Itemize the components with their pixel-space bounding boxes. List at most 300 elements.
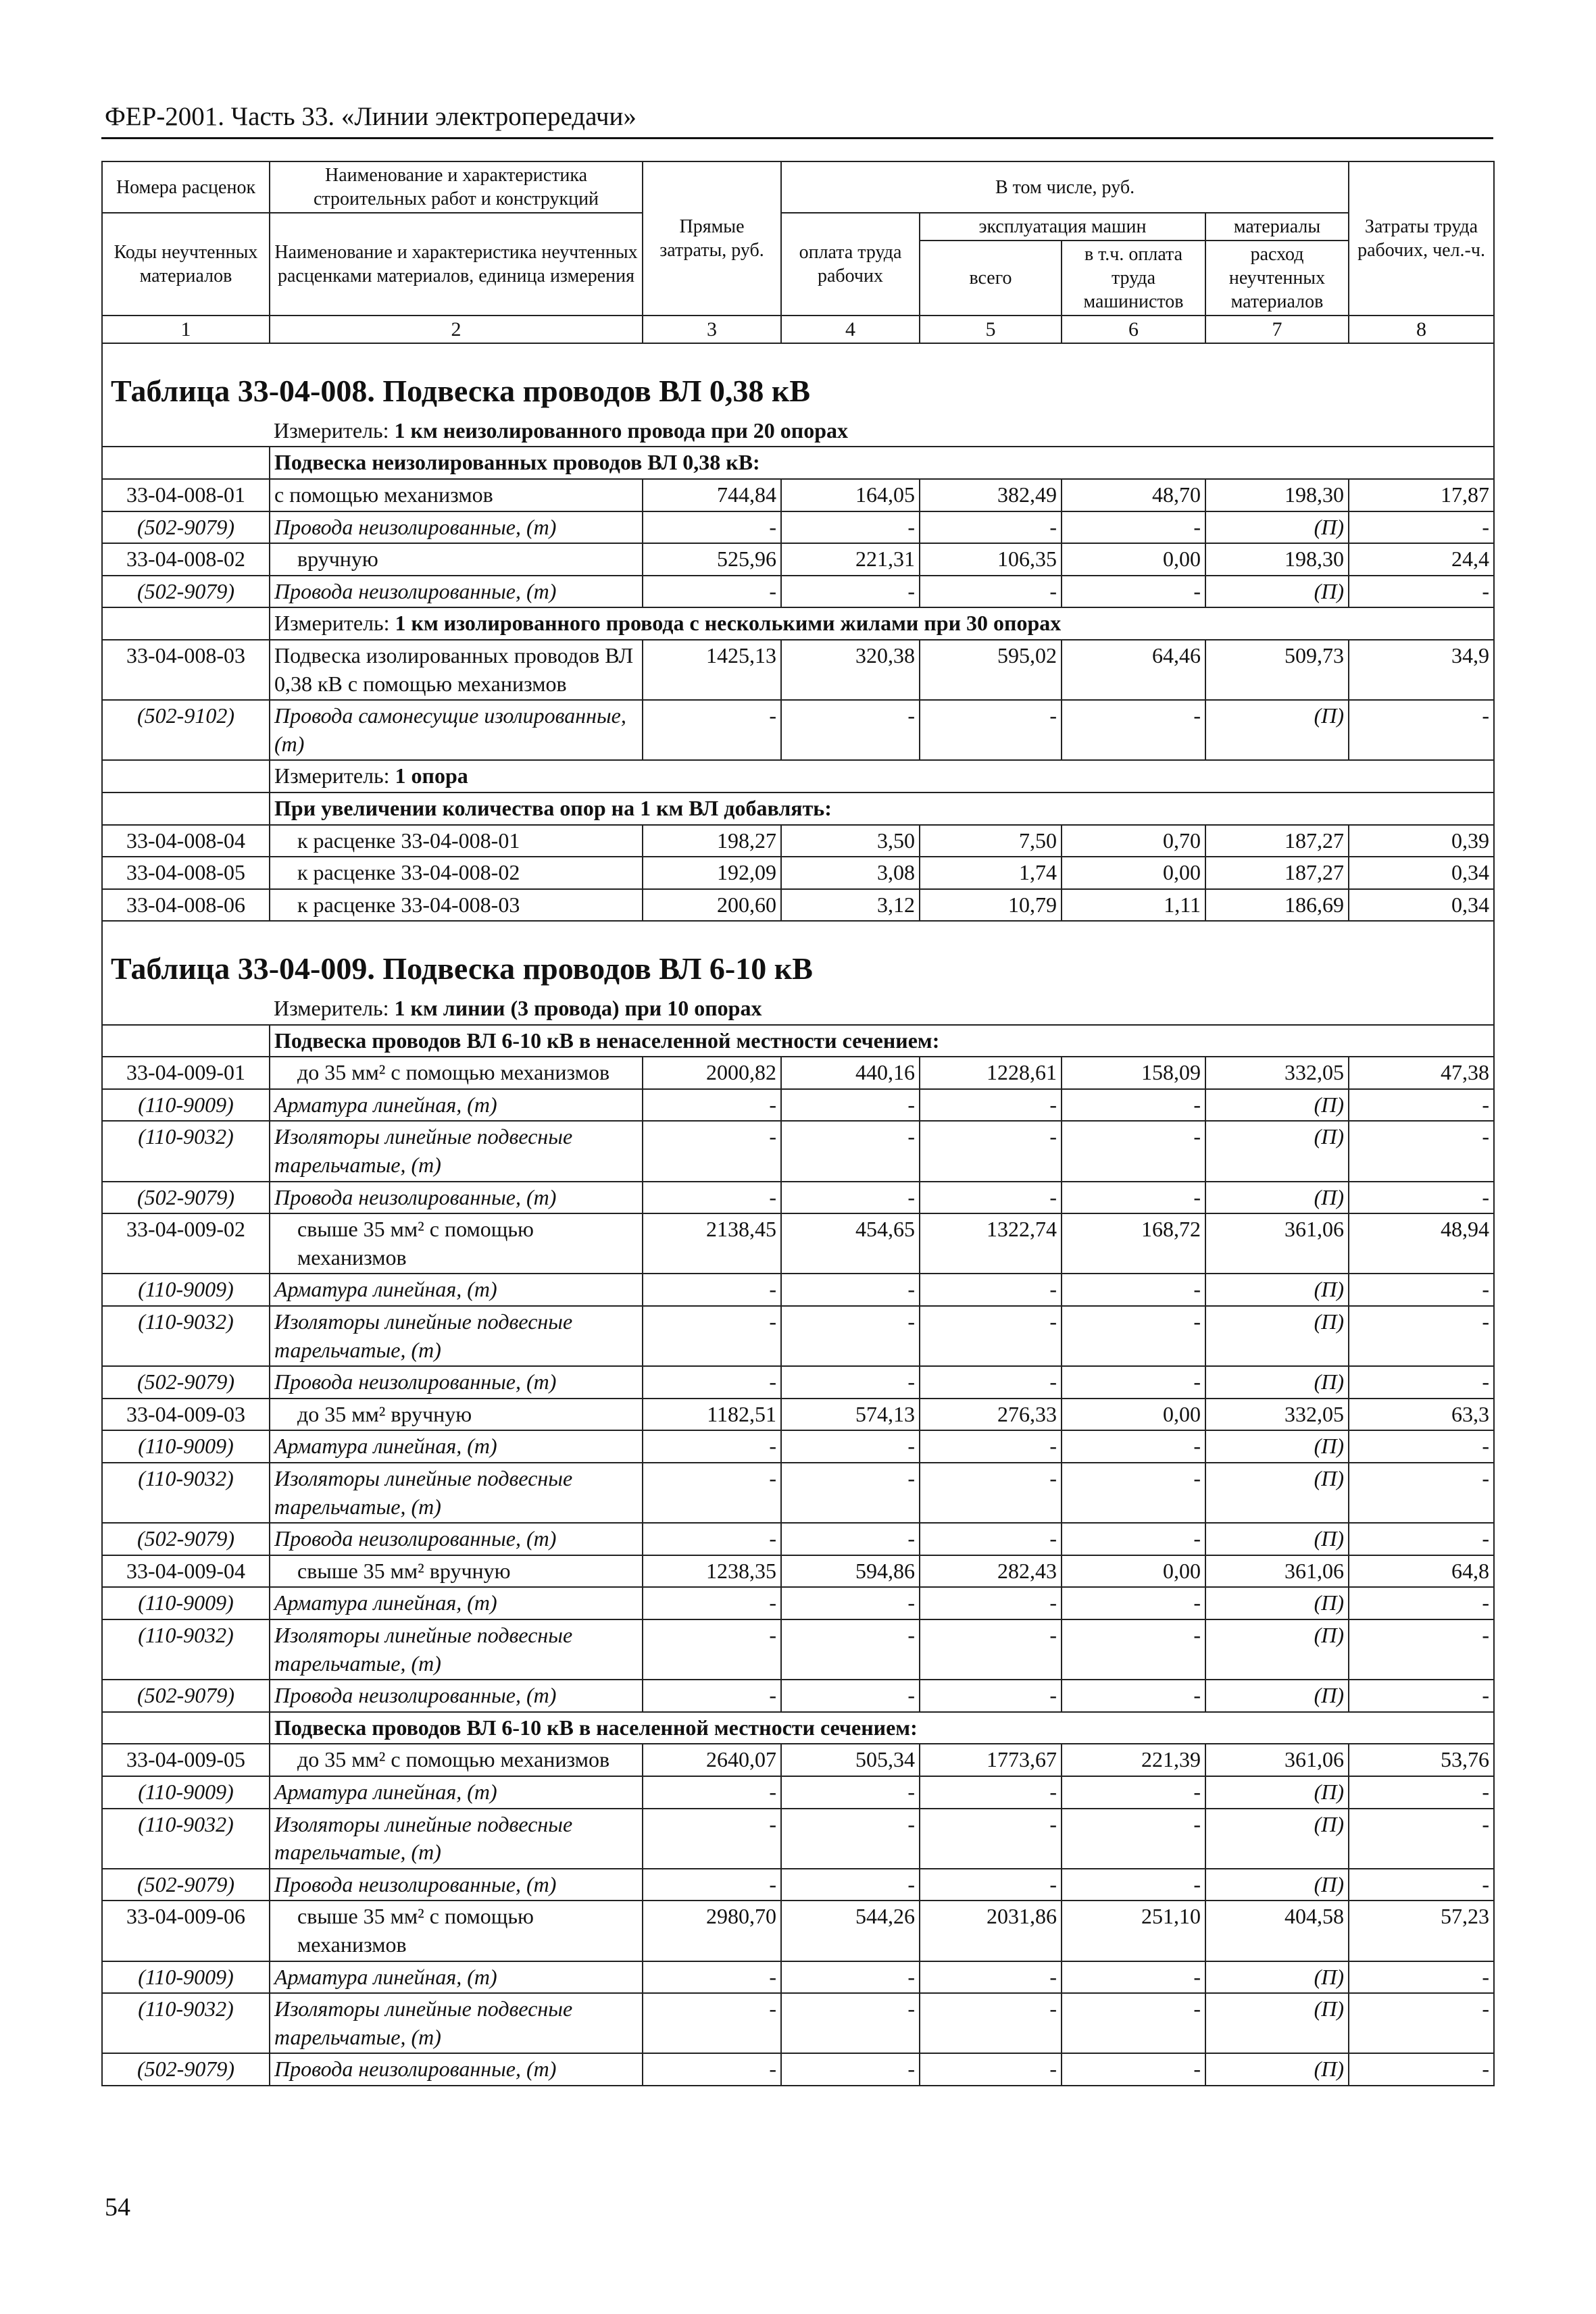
section-title: Подвеска проводов ВЛ 6-10 кВ в ненаселенной местности сечением: [270,1025,1494,1057]
cell: (П) [1205,1619,1349,1680]
cell: - [920,1121,1062,1181]
table-title: Таблица 33-04-008. Подвеска проводов ВЛ 0,38 кВ [102,343,1494,416]
cell: - [1062,1463,1205,1523]
cell: 3,50 [781,825,920,857]
cell: - [643,1430,781,1463]
cell: (П) [1205,1809,1349,1869]
cell: - [781,576,920,608]
cell: (П) [1205,700,1349,760]
material-name: Изоляторы линейные подвесные тарельчатые, (т) [270,1306,643,1366]
col-num: 5 [920,316,1062,343]
cell: - [643,1993,781,2053]
rate-code: 33-04-009-06 [102,1901,270,1961]
material-code: (110-9009) [102,1274,270,1306]
rate-name: к расценке 33-04-008-02 [270,857,643,889]
col-num: 6 [1062,316,1205,343]
cell: - [781,1869,920,1901]
cell: 187,27 [1205,857,1349,889]
col6-header: в т.ч. оплата труда машинистов [1062,241,1205,316]
cell: - [1062,1869,1205,1901]
cell: 64,8 [1349,1555,1494,1588]
cell: - [1349,1366,1494,1399]
col4-header: оплата труда рабочих [781,213,920,316]
table-body-inhabited [102,1744,1494,2086]
cell: - [1062,1961,1205,1994]
cell: - [1062,1430,1205,1463]
cell: 320,38 [781,640,920,700]
cell: 361,06 [1205,1744,1349,1776]
cell: 440,16 [781,1057,920,1089]
cell: 1228,61 [920,1057,1062,1089]
material-code: (502-9102) [102,700,270,760]
cell: - [1349,1089,1494,1122]
cell: 0,00 [1062,1555,1205,1588]
cell: 0,34 [1349,889,1494,922]
cell: 48,94 [1349,1213,1494,1274]
rate-name: до 35 мм² вручную [270,1399,643,1431]
cell: - [643,1463,781,1523]
cell: 192,09 [643,857,781,889]
cell: - [1349,1121,1494,1181]
cell: 164,05 [781,479,920,511]
cell: - [1349,1961,1494,1994]
cell: 544,26 [781,1901,920,1961]
cell: - [920,576,1062,608]
measure-label: Измеритель: [274,763,395,788]
cell: - [920,1366,1062,1399]
table-row [102,1366,1494,1399]
rate-name: к расценке 33-04-008-01 [270,825,643,857]
measure-row [102,760,1494,793]
table-row [102,2053,1494,2086]
page-header: ФЕР-2001. Часть 33. «Линии электропередачи» [105,102,637,131]
cell: - [781,700,920,760]
material-name: Провода неизолированные, (т) [270,576,643,608]
rate-code: 33-04-009-02 [102,1213,270,1274]
material-name: Изоляторы линейные подвесные тарельчатые, (т) [270,1619,643,1680]
cell: 0,00 [1062,857,1205,889]
cell: 24,4 [1349,543,1494,576]
cell: 744,84 [643,479,781,511]
rate-name: свыше 35 мм² с помощью механизмов [270,1901,643,1961]
col-num: 7 [1205,316,1349,343]
material-name: Изоляторы линейные подвесные тарельчатые, (т) [270,1121,643,1181]
table-row [102,1680,1494,1712]
cell: 47,38 [1349,1057,1494,1089]
cell: (П) [1205,1089,1349,1122]
cell: - [781,1366,920,1399]
cell: - [781,511,920,544]
header-row-1 [102,161,1494,213]
cell: 505,34 [781,1744,920,1776]
cell: (П) [1205,1306,1349,1366]
cell: (П) [1205,1430,1349,1463]
cell: - [920,700,1062,760]
cell: 574,13 [781,1399,920,1431]
material-code: (110-9009) [102,1776,270,1809]
material-code: (110-9032) [102,1809,270,1869]
rate-code: 33-04-008-01 [102,479,270,511]
cell: - [920,1306,1062,1366]
col-num: 3 [643,316,781,343]
cell: 221,39 [1062,1744,1205,1776]
cell: - [643,1306,781,1366]
rate-code: 33-04-009-01 [102,1057,270,1089]
cell: 1425,13 [643,640,781,700]
cell: 0,70 [1062,825,1205,857]
cell: 0,00 [1062,1399,1205,1431]
cell: - [1349,1430,1494,1463]
cell: (П) [1205,1523,1349,1555]
cell: 17,87 [1349,479,1494,511]
cell: - [781,1961,920,1994]
table-row [102,511,1494,544]
rate-code: 33-04-009-03 [102,1399,270,1431]
table-row [102,889,1494,922]
material-code: (502-9079) [102,1366,270,1399]
cell: - [920,1430,1062,1463]
table-row [102,1213,1494,1274]
table-title-row [102,343,1494,416]
rate-name: с помощью механизмов [270,479,643,511]
cell: - [781,1463,920,1523]
col1-header-top: Номера расценок [102,161,270,213]
cell: - [1349,511,1494,544]
cell: 1,11 [1062,889,1205,922]
cell: - [643,1619,781,1680]
table-row [102,1901,1494,1961]
section-row [102,447,1494,479]
cell: - [920,1619,1062,1680]
cell: 48,70 [1062,479,1205,511]
measure-label: Измеритель: [274,996,395,1021]
rate-name: до 35 мм² с помощью механизмов [270,1744,643,1776]
cell: 282,43 [920,1555,1062,1588]
cell: (П) [1205,1121,1349,1181]
material-name: Изоляторы линейные подвесные тарельчатые, (т) [270,1463,643,1523]
cell: - [920,1587,1062,1619]
table-row [102,1430,1494,1463]
cell: - [643,1089,781,1122]
cell: (П) [1205,1869,1349,1901]
cell: 276,33 [920,1399,1062,1431]
material-code: (110-9009) [102,1430,270,1463]
cell: 1238,35 [643,1555,781,1588]
cell: - [1062,1680,1205,1712]
table-row [102,1809,1494,1869]
cell: - [1062,1121,1205,1181]
cell: 186,69 [1205,889,1349,922]
material-name: Арматура линейная, (т) [270,1776,643,1809]
header-row-2 [102,213,1494,241]
measure-label: Измеритель: [274,418,395,443]
cell: (П) [1205,1463,1349,1523]
material-name: Арматура линейная, (т) [270,1274,643,1306]
cell: - [1349,1274,1494,1306]
cell: (П) [1205,576,1349,608]
table-row [102,857,1494,889]
cell: 106,35 [920,543,1062,576]
cell: 158,09 [1062,1057,1205,1089]
rate-code: 33-04-008-04 [102,825,270,857]
cell: 251,10 [1062,1901,1205,1961]
section-title: При увеличении количества опор на 1 км ВЛ добавлять: [270,793,1494,825]
rates-table [101,161,1495,2086]
cell: - [920,1274,1062,1306]
cell: 0,39 [1349,825,1494,857]
table-row [102,1089,1494,1122]
cell: 2138,45 [643,1213,781,1274]
cell: - [643,1587,781,1619]
col7-header: расход неучтенных материалов [1205,241,1349,316]
cell: - [781,1306,920,1366]
rate-name: свыше 35 мм² с помощью механизмов [270,1213,643,1274]
cell: - [643,1182,781,1214]
material-code: (110-9009) [102,1089,270,1122]
cell: 454,65 [781,1213,920,1274]
cell: - [1062,700,1205,760]
table-row [102,1057,1494,1089]
material-code: (110-9032) [102,1619,270,1680]
machines-header: эксплуатация машин [920,213,1205,241]
cell: 53,76 [1349,1744,1494,1776]
cell: - [920,1809,1062,1869]
measure-row [102,993,1494,1025]
table-row [102,1306,1494,1366]
cell: - [1349,1993,1494,2053]
cell: - [781,1089,920,1122]
measure-row [102,416,1494,447]
cell: - [643,1776,781,1809]
cell: - [643,1961,781,1994]
cell: 198,30 [1205,479,1349,511]
table-row [102,1869,1494,1901]
cell: 332,05 [1205,1399,1349,1431]
cell: - [781,1680,920,1712]
cell: - [1062,1587,1205,1619]
col2-header-bottom: Наименование и характеристика неучтенных расценками материалов, единица измерения [270,213,643,316]
cell: - [1062,1089,1205,1122]
rate-name: до 35 мм² с помощью механизмов [270,1057,643,1089]
cell: - [781,2053,920,2086]
material-name: Арматура линейная, (т) [270,1430,643,1463]
col-num: 2 [270,316,643,343]
material-name: Арматура линейная, (т) [270,1089,643,1122]
cell: (П) [1205,1182,1349,1214]
cell: 332,05 [1205,1057,1349,1089]
material-name: Провода неизолированные, (т) [270,1869,643,1901]
cell: 198,30 [1205,543,1349,576]
cell: - [920,511,1062,544]
cell: - [1349,2053,1494,2086]
col-num: 4 [781,316,920,343]
material-code: (502-9079) [102,1523,270,1555]
cell: - [1349,1523,1494,1555]
cell: 594,86 [781,1555,920,1588]
header-rule [101,137,1493,139]
material-code: (110-9032) [102,1463,270,1523]
incl-header: В том числе, руб. [781,161,1349,213]
cell: - [1349,1680,1494,1712]
col3-header: Прямые затраты, руб. [643,161,781,316]
cell: - [920,2053,1062,2086]
material-name: Провода самонесущие изолированные, (т) [270,700,643,760]
cell: - [1062,1306,1205,1366]
cell: 1182,51 [643,1399,781,1431]
table-row [102,1993,1494,2053]
cell: - [1062,511,1205,544]
cell: 2031,86 [920,1901,1062,1961]
cell: - [781,1274,920,1306]
cell: 1,74 [920,857,1062,889]
cell: - [643,576,781,608]
cell: (П) [1205,511,1349,544]
cell: - [643,1869,781,1901]
cell: 0,34 [1349,857,1494,889]
cell: - [1062,2053,1205,2086]
cell: - [1062,1809,1205,1869]
cell: - [643,511,781,544]
material-name: Изоляторы линейные подвесные тарельчатые, (т) [270,1993,643,2053]
section-row [102,1712,1494,1744]
cell: 221,31 [781,543,920,576]
material-name: Провода неизолированные, (т) [270,1182,643,1214]
section-row [102,793,1494,825]
cell: - [1062,1993,1205,2053]
material-name: Провода неизолированные, (т) [270,2053,643,2086]
table-row [102,1587,1494,1619]
rate-name: к расценке 33-04-008-03 [270,889,643,922]
cell: - [643,1809,781,1869]
cell: 64,46 [1062,640,1205,700]
cell: 3,12 [781,889,920,922]
table-row [102,1121,1494,1181]
cell: - [781,1587,920,1619]
table-row [102,1399,1494,1431]
cell: - [1062,576,1205,608]
table-title: Таблица 33-04-009. Подвеска проводов ВЛ 6-10 кВ [102,921,1494,993]
section-body [102,1712,1494,1744]
table-row [102,479,1494,511]
cell: 63,3 [1349,1399,1494,1431]
cell: - [781,1619,920,1680]
rate-name: вручную [270,543,643,576]
cell: 2000,82 [643,1057,781,1089]
table-row [102,1463,1494,1523]
cell: - [643,2053,781,2086]
col5-header: всего [920,241,1062,316]
cell: - [1062,1619,1205,1680]
cell: - [920,1182,1062,1214]
material-name: Арматура линейная, (т) [270,1587,643,1619]
cell: - [920,1776,1062,1809]
cell: - [643,1274,781,1306]
measure-value: 1 км неизолированного провода при 20 опорах [394,418,849,443]
cell: (П) [1205,1274,1349,1306]
cell: - [1349,1463,1494,1523]
cell: 187,27 [1205,825,1349,857]
cell: (П) [1205,1366,1349,1399]
cell: - [920,1523,1062,1555]
cell: - [1062,1366,1205,1399]
cell: 382,49 [920,479,1062,511]
table-title-row [102,921,1494,993]
table-row [102,1744,1494,1776]
table-row [102,640,1494,700]
material-name: Провода неизолированные, (т) [270,511,643,544]
cell: - [643,1680,781,1712]
table-row [102,543,1494,576]
cell: (П) [1205,1680,1349,1712]
cell: 3,08 [781,857,920,889]
cell: - [643,700,781,760]
measure-row [102,607,1494,640]
cell: - [1062,1274,1205,1306]
table-row [102,1274,1494,1306]
material-code: (502-9079) [102,2053,270,2086]
cell: - [1062,1523,1205,1555]
material-code: (502-9079) [102,511,270,544]
rate-code: 33-04-008-02 [102,543,270,576]
cell: - [1062,1182,1205,1214]
materials-header: материалы [1205,213,1349,241]
cell: - [781,1182,920,1214]
cell: 1322,74 [920,1213,1062,1274]
material-code: (502-9079) [102,1182,270,1214]
cell: (П) [1205,1961,1349,1994]
cell: 361,06 [1205,1213,1349,1274]
material-name: Провода неизолированные, (т) [270,1680,643,1712]
material-code: (110-9032) [102,1121,270,1181]
cell: 0,00 [1062,543,1205,576]
cell: - [920,1961,1062,1994]
cell: 2980,70 [643,1901,781,1961]
cell: - [1349,1869,1494,1901]
cell: 34,9 [1349,640,1494,700]
measure-value: 1 опора [395,763,468,788]
cell: 168,72 [1062,1213,1205,1274]
cell: - [1349,700,1494,760]
table-row [102,825,1494,857]
table-row [102,576,1494,608]
cell: 404,58 [1205,1901,1349,1961]
cell: - [781,1776,920,1809]
measure-value: 1 км изолированного провода с несколькими жилами при 30 опорах [395,611,1062,636]
section-row [102,1025,1494,1057]
cell: - [781,1121,920,1181]
table-row [102,1619,1494,1680]
table-row [102,1523,1494,1555]
table-row [102,1182,1494,1214]
material-name: Провода неизолированные, (т) [270,1366,643,1399]
section-title: Подвеска проводов ВЛ 6-10 кВ в населенной местности сечением: [270,1712,1494,1744]
cell: - [920,1993,1062,2053]
cell: - [1062,1776,1205,1809]
cell: - [1349,1306,1494,1366]
material-name: Провода неизолированные, (т) [270,1523,643,1555]
rate-code: 33-04-008-05 [102,857,270,889]
cell: 525,96 [643,543,781,576]
material-name: Арматура линейная, (т) [270,1961,643,1994]
table-row [102,1555,1494,1588]
cell: 198,27 [643,825,781,857]
col-num: 8 [1349,316,1494,343]
col-num: 1 [102,316,270,343]
cell: - [1349,576,1494,608]
cell: - [781,1809,920,1869]
material-code: (502-9079) [102,576,270,608]
material-code: (110-9009) [102,1587,270,1619]
